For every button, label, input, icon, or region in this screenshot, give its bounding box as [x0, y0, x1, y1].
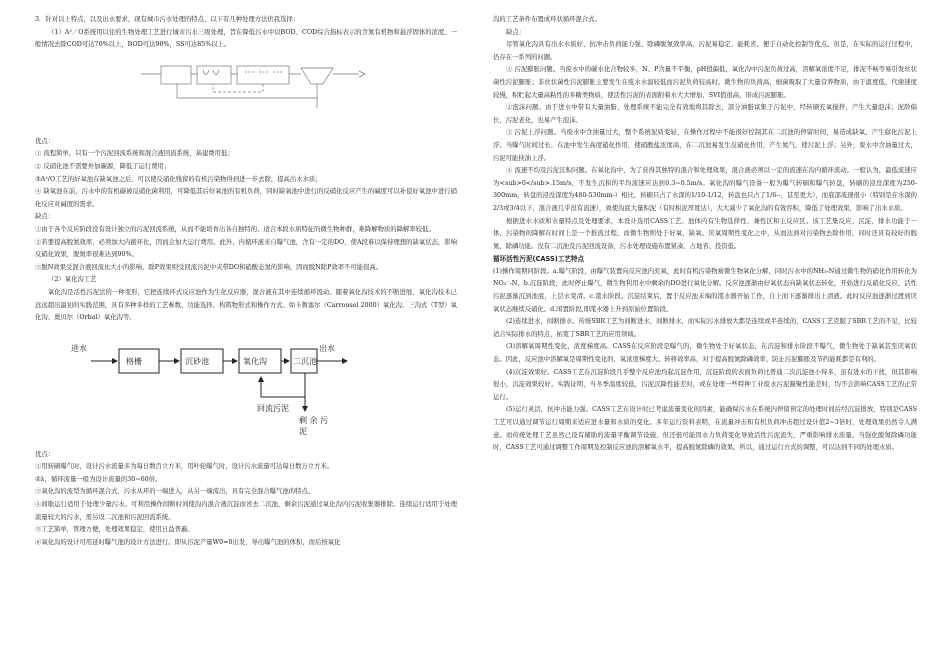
advantage-item: ① 流程简单，只有一个污泥回流系统和混合液回流系统，基建费用低；: [35, 150, 234, 158]
intro-item: 3．针对以上特点，以及出水要求，现有城市污水处理的特点，以下有几种处理方法供我选择：: [35, 16, 300, 23]
disadvantages-label: 缺点：: [35, 213, 55, 221]
left-column: [35, 14, 457, 549]
advantage-item: ⑤工艺简单，管理方便，处理效果稳定，使用日益普遍。: [35, 526, 194, 534]
cass-item: (3)溶解氧周期性变化，浓度梯度高。CASS在反应阶段是曝气的，微生物处于好氧状态，在沉淀和排水阶段不曝气，微生物处于缺氧甚至厌氧状态。因此，反应池中溶解氧是周期性变化的，氧浓度梯度大、转移效率高，对于提高脱氮除磷效率、防止污泥膨胀及节约能耗都是有利的。: [493, 343, 917, 364]
advantage-item: ④间歇运行适用于处理少量污水。可利用操作间断时间使沟内混合液沉淀而省去二沉池，剩余污泥通过氧化沟内污泥收集器排除。连续运行适用于处理流量较大的污水，需另设二沉池和污泥回流系统。: [35, 501, 457, 521]
right-column: [493, 14, 917, 455]
cass-item: (5)运行灵活，抗冲击能力强。CASS工艺在设计时已考虑流量变化的因素，能确保污水在系统内停留预定的处理时间后经沉淀排放，特别是CASS工艺可以通过调节运行周期来适应进水量和水质的变化。多年运行资料表明，在流量冲击和有机负荷冲击超过设计值2~3倍时，处理效果仍然令人满意。而传统处理工艺虽然已设有辅助的流量平衡调节设施，但还很可能因水力负荷变化导致活性污泥流失，严重影响排水质量。当强化脱氮除磷功能时，CASS工艺可通过调整工作周期及控制反应池的溶解氧水平，提高脱氮除磷的效果。所以，通过运行方式的调整，可以达到不同的处理水质。: [493, 406, 917, 452]
cass-item: (4)沉淀效果好。CASS工艺在沉淀阶段几乎整个反应池均起沉淀作用，沉淀阶段的表面负荷比普通二次沉淀池小得多，虽有进水的干扰，但其影响很小，沉淀效果较好。实践证明，当冬季温度较低，污泥沉降性能差时，或在处理一些特种工业废水污泥凝聚性能差时，均不会影响CASS工艺的正常运行。: [493, 368, 917, 401]
disadvantages-label: 缺点：: [506, 28, 526, 36]
advantage-item: ①用转刷曝气时，设计污水流量多为每日数百立方米，用叶轮曝气时，设计污水流量可达每日数万立方米。: [35, 463, 334, 471]
advantage-item: ③氧化沟的流型为循环混合式，污水从环的一端进入，从另一端流出，具有完全混合曝气池的特点。: [35, 488, 315, 496]
cass-heading: 循环活性污泥(CASS)工艺特点: [493, 255, 585, 264]
disadvantages-intro: 尽管氧化沟具有出水水质好、抗冲击负荷能力强、除磷脱氮效率高、污泥易稳定、能耗省、便于自动化控制等优点。但是，在实际的运行过程中，仍存在一系列的问题。: [493, 41, 917, 61]
ao-process-diagram: [133, 58, 393, 116]
disadvantage-item: ②若要提高脱氮效率，必须加大内循环比，因而会加大运行费用。此外，内循环液来自曝气池，含有一定的DO，使A段难以保持理想的缺氧状态，影响反硝化效果，脱氮率很难达到90%。: [35, 238, 457, 259]
advantage-item: ② 反硝化池不需要外加碳源，降低了运行费用；: [35, 162, 171, 170]
cass-intro: 根据进水水质和水量特点及处理要求，本设计选用CASS工艺。池体内有生物选择性、兼性区和主反应区。该工艺集反应、沉淀、排水功能于一体，污染物的降解在时间上是一个推流过程，而微生物则处于好氧、缺氧、厌氧周期性变化之中，从而达到对污染物去除作用，同时还具有较好的脱氮、除磷功能。没有二沉池及污泥回流设备，污水处理设施布置紧凑、占地省、投资低。: [493, 217, 917, 250]
oxidation-ditch-flow-diagram: [69, 331, 351, 441]
flow-box-label: 格栅: [126, 356, 142, 366]
oxidation-paragraph: 氧化沟是活性污泥法的一种变形，它把连续环式反应池作为生化反应器，混合液在其中连续循环流动。随着氧化沟技术的不断进展，氧化沟技术已远远超出最初的实践范围，具有多种多样的工艺参数、功能选择、构筑物形式和操作方式。如卡鲁塞尔（Carrousel 2000）氧化沟、三沟式（T型）氧化沟、奥贝尔（Orbal）氧化沟等。: [35, 288, 457, 322]
flow-box-label: 氧化沟: [243, 356, 267, 366]
return-sludge-label: 回流污泥: [257, 403, 289, 413]
advantages-label-2: 优点：: [35, 450, 55, 458]
disadvantage-item: ①由于各个反应阶段没有设计独立的污泥回流系统，从而不能培育出各自独特的、适合本段水质特征的微生物种群，难降解物质的降解率较低。: [35, 225, 435, 233]
ao-paragraph: （1）A²／O系统用以往的生物处理工艺进行城市污水三级处理，旨在降低污水中以BOD、COD综合指标表示的含氮有机物和悬浮固体的浓度。一般情况去除COD可达70%以上，BOD可达90%，SS可达85%以上。: [35, 28, 457, 49]
advantage-item: ⑥氧化沟的设计可用延时曝气池的设计方法进行。即从污泥产量W0=0出发，导出曝气池的体积，而后按氧化: [35, 538, 341, 546]
disadvantage-item: ④ 流速不均及污泥沉积问题。在氧化沟中，为了获得其独特的混合和处理效果，混合液必须以一定的流速在沟内循环流动。一般认为，最低流速应为<sub>0</sub>.15m/s，不发生沉积的平均流速应达到0.3~0.5m/s。氧化沟的曝气设备一般为曝气转刷和曝气转盘，转刷的浸没深度为250-300mm，转盘的浸没深度为480-530mm-）相比，转刷只占了水深的1/10-1/12，转盘也只占了1/6--，甚至更大），而底部流速很小（特别是在水深的2/3或3/4以下，混合液几乎没有流速），致使沟底大量积泥（有时积泥厚度达），大大减少了氧化沟的有效容积，降低了处理效果，影响了出水水质。: [493, 167, 917, 212]
oxidation-heading: （2）氧化沟工艺: [48, 276, 97, 284]
cass-item: (2)连续进水，间断排水。传统SBR工艺为间断进水，间断排水，而实际污水排放大都是连续或半连续的，CASS工艺克服了SBR工艺的不足，比较适合实际排水的特点，拓宽了SBR工艺的应用领域。: [493, 318, 917, 338]
excess-sludge-label: 剩 余 污: [299, 415, 329, 425]
advantages-label: 优点：: [35, 137, 55, 145]
flow-outflow-label: 出水: [319, 343, 335, 353]
advantage-item: ②λ，循环流量一般为设计流量的30~60倍。: [35, 475, 162, 483]
disadvantage-item: ②泡沫问题。由于进水中带有大量油脂，处理系统不能完全有效地将其除去，部分油脂富集于污泥中，经转刷充氧搅拌，产生大量泡沫；泥龄偏长，污泥老化，也易产生泡沫。: [493, 104, 917, 124]
cass-item: (1)操作周期同阶段。a.曝气阶段，由曝气装置向反应池内充氧，此时有机污染物被微生物氧化分解，同时污水中的NH₃-N通过微生物的硝化作用转化为NO₃⁻-N。b.沉淀阶段，此时停止曝气，微生物利用水中剩余的DO进行氧化分解。反应池逐渐由好氧状态向缺氧状态转化，开始进行反硝化反应，活性污泥逐渐沉到池底，上层水变清。c.滗水阶段。沉淀结束后，置于反应池末端的滗水器开始工作，自上而下逐渐排出上清液。此时反应池逐渐过渡到厌氧状态继续反硝化。d.闲置阶段,即滗水器上升到原始位置阶段。: [493, 267, 917, 313]
flow-box-label: 沉砂池: [185, 356, 209, 366]
advantage-item: ④ 缺氧池在前，污水中的有机碳被反硝化菌利用，可降低其后好氧池的有机负荷，同时缺氧池中进行的反硝化反应产生的碱度可以补偿好氧池中进行硝化反应对碱度的需求。: [35, 188, 457, 208]
flow-box-label: 二沉池: [293, 356, 317, 366]
excess-sludge-label-2: 泥: [299, 426, 307, 436]
continued-text: 沟的工艺条件布置成环状循环混合式。: [493, 16, 601, 23]
flow-inflow-label: 进水: [71, 343, 87, 353]
disadvantage-item: ③脱N效果受混合液回流比大小的影响，除P效果则受回流污泥中夹带DO和硝酸态氮的影响，因而脱N除P效率不可能很高。: [35, 263, 383, 271]
disadvantage-item: ① 污泥膨胀问题。当废水中的碳水化合物较多，N、P含量不平衡，pH值偏低，氧化沟中污泥负荷过高，溶解氧浓度不足，排泥不畅等易引发丝状菌性污泥膨胀；非丝状菌性污泥膨胀主要发生在废水水温较低而污泥负荷较高时。微生物的负荷高，细菌吸取了大量营养物质，由于温度低，代谢速度较慢，积贮起大量高粘性的多糖类物质，使活性污泥的表面附着水大大增加，SVI值很高，形成污泥膨胀。: [493, 66, 917, 99]
advantage-item: ③A²/O工艺的好氧池在缺氧池之后，可以使反硝化残留的有机污染物得到进一步去除，提高出水水质；: [35, 175, 322, 183]
disadvantage-item: ③ 污泥上浮问题。当废水中含油量过大，整个系统泥质变轻，在操作过程中不能很好控制其在二沉池的停留时间，易造成缺氧，产生腐化污泥上浮；当曝气时间过长，在池中发生高度硝化作用，使硝酸盐浓度高，在二沉池易发生反硝化作用，产生氮气，使污泥上浮；另外，废水中含油量过大，污泥可能挟油上浮。: [493, 129, 917, 162]
